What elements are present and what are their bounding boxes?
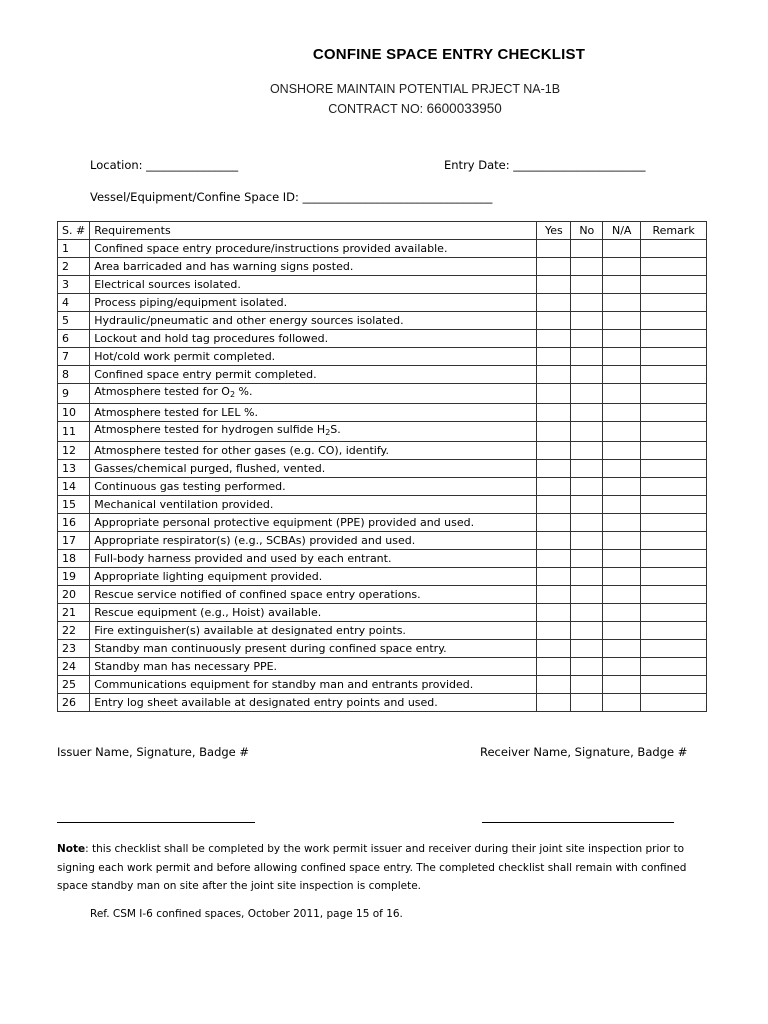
remark-cell[interactable]: [641, 276, 707, 294]
na-cell[interactable]: [603, 240, 641, 258]
row-requirement: [90, 330, 537, 348]
row-requirement: [90, 312, 537, 330]
row-requirement: [90, 442, 537, 460]
na-cell[interactable]: [603, 366, 641, 384]
na-cell[interactable]: [603, 258, 641, 276]
row-requirement: [90, 294, 537, 312]
requirement-text: Atmosphere tested for other gases (e.g. CO), identify.: [94, 443, 389, 457]
table-row: [58, 658, 707, 676]
requirement-text: Fire extinguisher(s) available at designated entry points.: [94, 623, 406, 637]
yes-cell[interactable]: [537, 478, 571, 496]
na-cell[interactable]: [603, 496, 641, 514]
requirement-subscript: 2: [229, 390, 236, 399]
table-row: [58, 330, 707, 348]
na-cell[interactable]: [603, 478, 641, 496]
remark-cell[interactable]: [641, 422, 707, 442]
row-number: 4: [58, 294, 90, 312]
remark-cell[interactable]: [641, 532, 707, 550]
na-cell[interactable]: [603, 276, 641, 294]
remark-cell[interactable]: [641, 294, 707, 312]
row-requirement: [90, 640, 537, 658]
requirement-text: Atmosphere tested for O: [94, 385, 230, 398]
na-cell[interactable]: [603, 348, 641, 366]
yes-cell[interactable]: [537, 604, 571, 622]
table-row: [58, 640, 707, 658]
row-requirement: [90, 622, 537, 640]
requirement-text: Appropriate respirator(s) (e.g., SCBAs) provided and used.: [94, 533, 416, 547]
row-number: 16: [58, 514, 90, 532]
row-number: 7: [58, 348, 90, 366]
no-cell[interactable]: [571, 460, 603, 478]
remark-cell[interactable]: [641, 550, 707, 568]
requirement-text: Standby man has necessary PPE.: [94, 659, 278, 673]
row-number: 19: [58, 568, 90, 586]
requirement-text: Appropriate lighting equipment provided.: [94, 569, 323, 583]
issuer-signature-line[interactable]: [57, 822, 255, 823]
na-cell[interactable]: [603, 404, 641, 422]
requirement-text: Gasses/chemical purged, flushed, vented.: [94, 461, 326, 475]
receiver-signature-line[interactable]: [482, 822, 674, 823]
remark-cell[interactable]: [641, 330, 707, 348]
na-cell[interactable]: [603, 658, 641, 676]
row-number: 25: [58, 676, 90, 694]
table-row: [58, 348, 707, 366]
table-row: [58, 404, 707, 422]
remark-cell[interactable]: [641, 460, 707, 478]
requirement-text: Lockout and hold tag procedures followed.: [94, 331, 329, 345]
requirement-text: Full-body harness provided and used by each entrant.: [94, 551, 392, 565]
remark-cell[interactable]: [641, 384, 707, 404]
no-cell[interactable]: [571, 258, 603, 276]
yes-cell[interactable]: [537, 404, 571, 422]
na-cell[interactable]: [603, 694, 641, 712]
yes-cell[interactable]: [537, 676, 571, 694]
row-number: 23: [58, 640, 90, 658]
table-row: [58, 550, 707, 568]
row-requirement: [90, 514, 537, 532]
row-number: 17: [58, 532, 90, 550]
contract-label: CONTRACT NO:: [328, 102, 424, 116]
row-requirement: [90, 568, 537, 586]
yes-cell[interactable]: [537, 312, 571, 330]
row-number: 2: [58, 258, 90, 276]
row-number: 15: [58, 496, 90, 514]
yes-cell[interactable]: [537, 532, 571, 550]
remark-cell[interactable]: [641, 478, 707, 496]
table-row: [58, 240, 707, 258]
row-number: 22: [58, 622, 90, 640]
requirement-text: Continuous gas testing performed.: [94, 479, 286, 493]
table-row: [58, 460, 707, 478]
requirement-text: Rescue service notified of confined space entry operations.: [94, 587, 421, 601]
table-row: [58, 366, 707, 384]
document-title: CONFINE SPACE ENTRY CHECKLIST: [312, 46, 586, 63]
requirement-text: Area barricaded and has warning signs posted.: [94, 259, 354, 273]
na-cell[interactable]: [603, 514, 641, 532]
na-cell[interactable]: [603, 294, 641, 312]
row-number: 10: [58, 404, 90, 422]
receiver-signature-label: Receiver Name, Signature, Badge #: [480, 745, 688, 759]
row-requirement: [90, 276, 537, 294]
note-label: Note: [57, 843, 86, 855]
row-number: 9: [58, 384, 90, 404]
row-requirement: [90, 404, 537, 422]
remark-cell[interactable]: [641, 240, 707, 258]
yes-cell[interactable]: [537, 384, 571, 404]
row-requirement: [90, 532, 537, 550]
contract-line: [0, 101, 768, 116]
table-row: [58, 478, 707, 496]
header-na: N/A: [603, 222, 641, 240]
row-number: 24: [58, 658, 90, 676]
row-requirement: [90, 366, 537, 384]
location-field[interactable]: Location: ________________: [90, 158, 239, 172]
requirement-text: Hydraulic/pneumatic and other energy sources isolated.: [94, 313, 404, 327]
remark-cell[interactable]: [641, 604, 707, 622]
row-requirement: [90, 460, 537, 478]
table-row: [58, 532, 707, 550]
issuer-signature-label: Issuer Name, Signature, Badge #: [57, 745, 250, 759]
no-cell[interactable]: [571, 532, 603, 550]
requirement-text: Standby man continuously present during confined space entry.: [94, 641, 447, 655]
table-row: [58, 312, 707, 330]
na-cell[interactable]: [603, 622, 641, 640]
row-requirement: [90, 604, 537, 622]
no-cell[interactable]: [571, 366, 603, 384]
checklist-table: [57, 221, 707, 712]
header-serial: S. #: [58, 222, 90, 240]
na-cell[interactable]: [603, 460, 641, 478]
table-row: [58, 442, 707, 460]
yes-cell[interactable]: [537, 240, 571, 258]
no-cell[interactable]: [571, 568, 603, 586]
remark-cell[interactable]: [641, 514, 707, 532]
row-number: 8: [58, 366, 90, 384]
row-number: 5: [58, 312, 90, 330]
yes-cell[interactable]: [537, 622, 571, 640]
na-cell[interactable]: [603, 604, 641, 622]
requirement-text: Communications equipment for standby man and entrants provided.: [94, 677, 474, 691]
yes-cell[interactable]: [537, 586, 571, 604]
yes-cell[interactable]: [537, 658, 571, 676]
no-cell[interactable]: [571, 586, 603, 604]
row-requirement: [90, 496, 537, 514]
table-row: [58, 258, 707, 276]
remark-cell[interactable]: [641, 640, 707, 658]
remark-cell[interactable]: [641, 258, 707, 276]
na-cell[interactable]: [603, 422, 641, 442]
yes-cell[interactable]: [537, 258, 571, 276]
table-row: [58, 586, 707, 604]
remark-cell[interactable]: [641, 366, 707, 384]
remark-cell[interactable]: [641, 568, 707, 586]
na-cell[interactable]: [603, 312, 641, 330]
entry-date-field[interactable]: Entry Date: _______________________: [444, 158, 646, 172]
requirement-text: Entry log sheet available at designated entry points and used.: [94, 695, 438, 709]
table-row: [58, 622, 707, 640]
yes-cell[interactable]: [537, 294, 571, 312]
requirement-text: Rescue equipment (e.g., Hoist) available.: [94, 605, 322, 619]
row-requirement: [90, 658, 537, 676]
requirement-tail: %.: [235, 385, 253, 398]
yes-cell[interactable]: [537, 460, 571, 478]
na-cell[interactable]: [603, 568, 641, 586]
requirement-text: Process piping/equipment isolated.: [94, 295, 288, 309]
row-requirement: [90, 550, 537, 568]
no-cell[interactable]: [571, 676, 603, 694]
yes-cell[interactable]: [537, 496, 571, 514]
table-header-row: [58, 222, 707, 240]
requirement-text: Confined space entry permit completed.: [94, 367, 317, 381]
yes-cell[interactable]: [537, 640, 571, 658]
project-name: ONSHORE MAINTAIN POTENTIAL PRJECT NA-1B: [269, 82, 561, 96]
na-cell[interactable]: [603, 532, 641, 550]
table-row: [58, 276, 707, 294]
row-number: 20: [58, 586, 90, 604]
row-number: 6: [58, 330, 90, 348]
yes-cell[interactable]: [537, 514, 571, 532]
remark-cell[interactable]: [641, 676, 707, 694]
header-yes: Yes: [537, 222, 571, 240]
yes-cell[interactable]: [537, 348, 571, 366]
yes-cell[interactable]: [537, 550, 571, 568]
row-requirement: [90, 422, 537, 442]
row-number: 26: [58, 694, 90, 712]
na-cell[interactable]: [603, 586, 641, 604]
row-requirement: [90, 586, 537, 604]
no-cell[interactable]: [571, 514, 603, 532]
note-text: : this checklist shall be completed by the work permit issuer and receiver during their joint site inspection prior to signing each work permit and before allowing confined space entry. The completed checklist shall remain with confined space standby man on site after the joint site inspection is complete.: [57, 843, 687, 892]
requirement-tail: S.: [330, 423, 341, 436]
na-cell[interactable]: [603, 640, 641, 658]
no-cell[interactable]: [571, 694, 603, 712]
no-cell[interactable]: [571, 348, 603, 366]
remark-cell[interactable]: [641, 404, 707, 422]
na-cell[interactable]: [603, 384, 641, 404]
row-number: 14: [58, 478, 90, 496]
row-requirement: [90, 676, 537, 694]
no-cell[interactable]: [571, 640, 603, 658]
requirement-text: Mechanical ventilation provided.: [94, 497, 274, 511]
header-no: No: [571, 222, 603, 240]
contract-number: 6600033950: [426, 101, 502, 116]
no-cell[interactable]: [571, 294, 603, 312]
no-cell[interactable]: [571, 330, 603, 348]
row-requirement: [90, 478, 537, 496]
row-number: 3: [58, 276, 90, 294]
table-row: [58, 514, 707, 532]
requirement-text: Hot/cold work permit completed.: [94, 349, 276, 363]
requirement-subscript: 2: [325, 428, 331, 437]
no-cell[interactable]: [571, 658, 603, 676]
yes-cell[interactable]: [537, 422, 571, 442]
remark-cell[interactable]: [641, 496, 707, 514]
table-row: [58, 384, 707, 404]
row-requirement: [90, 240, 537, 258]
remark-cell[interactable]: [641, 622, 707, 640]
no-cell[interactable]: [571, 442, 603, 460]
na-cell[interactable]: [603, 330, 641, 348]
yes-cell[interactable]: [537, 276, 571, 294]
no-cell[interactable]: [571, 478, 603, 496]
remark-cell[interactable]: [641, 586, 707, 604]
no-cell[interactable]: [571, 622, 603, 640]
na-cell[interactable]: [603, 442, 641, 460]
na-cell[interactable]: [603, 550, 641, 568]
yes-cell[interactable]: [537, 366, 571, 384]
row-requirement: [90, 258, 537, 276]
yes-cell[interactable]: [537, 694, 571, 712]
table-row: [58, 694, 707, 712]
no-cell[interactable]: [571, 422, 603, 442]
no-cell[interactable]: [571, 496, 603, 514]
row-requirement: [90, 348, 537, 366]
table-row: [58, 294, 707, 312]
no-cell[interactable]: [571, 384, 603, 404]
table-row: [58, 422, 707, 442]
no-cell[interactable]: [571, 404, 603, 422]
yes-cell[interactable]: [537, 442, 571, 460]
table-row: [58, 496, 707, 514]
na-cell[interactable]: [603, 676, 641, 694]
requirement-text: Confined space entry procedure/instructions provided available.: [94, 241, 448, 255]
row-number: 11: [58, 422, 90, 442]
remark-cell[interactable]: [641, 694, 707, 712]
row-requirement: [90, 694, 537, 712]
no-cell[interactable]: [571, 240, 603, 258]
row-number: 21: [58, 604, 90, 622]
vessel-id-field[interactable]: Vessel/Equipment/Confine Space ID: _________________________________: [90, 190, 493, 204]
row-number: 1: [58, 240, 90, 258]
requirement-text: Electrical sources isolated.: [94, 277, 241, 291]
table-row: [58, 568, 707, 586]
yes-cell[interactable]: [537, 568, 571, 586]
remark-cell[interactable]: [641, 348, 707, 366]
table-row: [58, 676, 707, 694]
row-number: 13: [58, 460, 90, 478]
reference-line: Ref. CSM I-6 confined spaces, October 2011, page 15 of 16.: [90, 908, 403, 920]
remark-cell[interactable]: [641, 658, 707, 676]
header-requirements: Requirements: [90, 222, 537, 240]
row-requirement: [90, 384, 537, 404]
no-cell[interactable]: [571, 312, 603, 330]
header-remark: Remark: [641, 222, 707, 240]
requirement-text: Atmosphere tested for LEL %.: [94, 405, 258, 419]
remark-cell[interactable]: [641, 312, 707, 330]
note-paragraph: [57, 840, 697, 896]
remark-cell[interactable]: [641, 442, 707, 460]
no-cell[interactable]: [571, 604, 603, 622]
row-number: 12: [58, 442, 90, 460]
requirement-text: Atmosphere tested for hydrogen sulfide H: [94, 423, 326, 436]
table-row: [58, 604, 707, 622]
no-cell[interactable]: [571, 276, 603, 294]
no-cell[interactable]: [571, 550, 603, 568]
yes-cell[interactable]: [537, 330, 571, 348]
requirement-text: Appropriate personal protective equipment (PPE) provided and used.: [94, 515, 475, 529]
row-number: 18: [58, 550, 90, 568]
